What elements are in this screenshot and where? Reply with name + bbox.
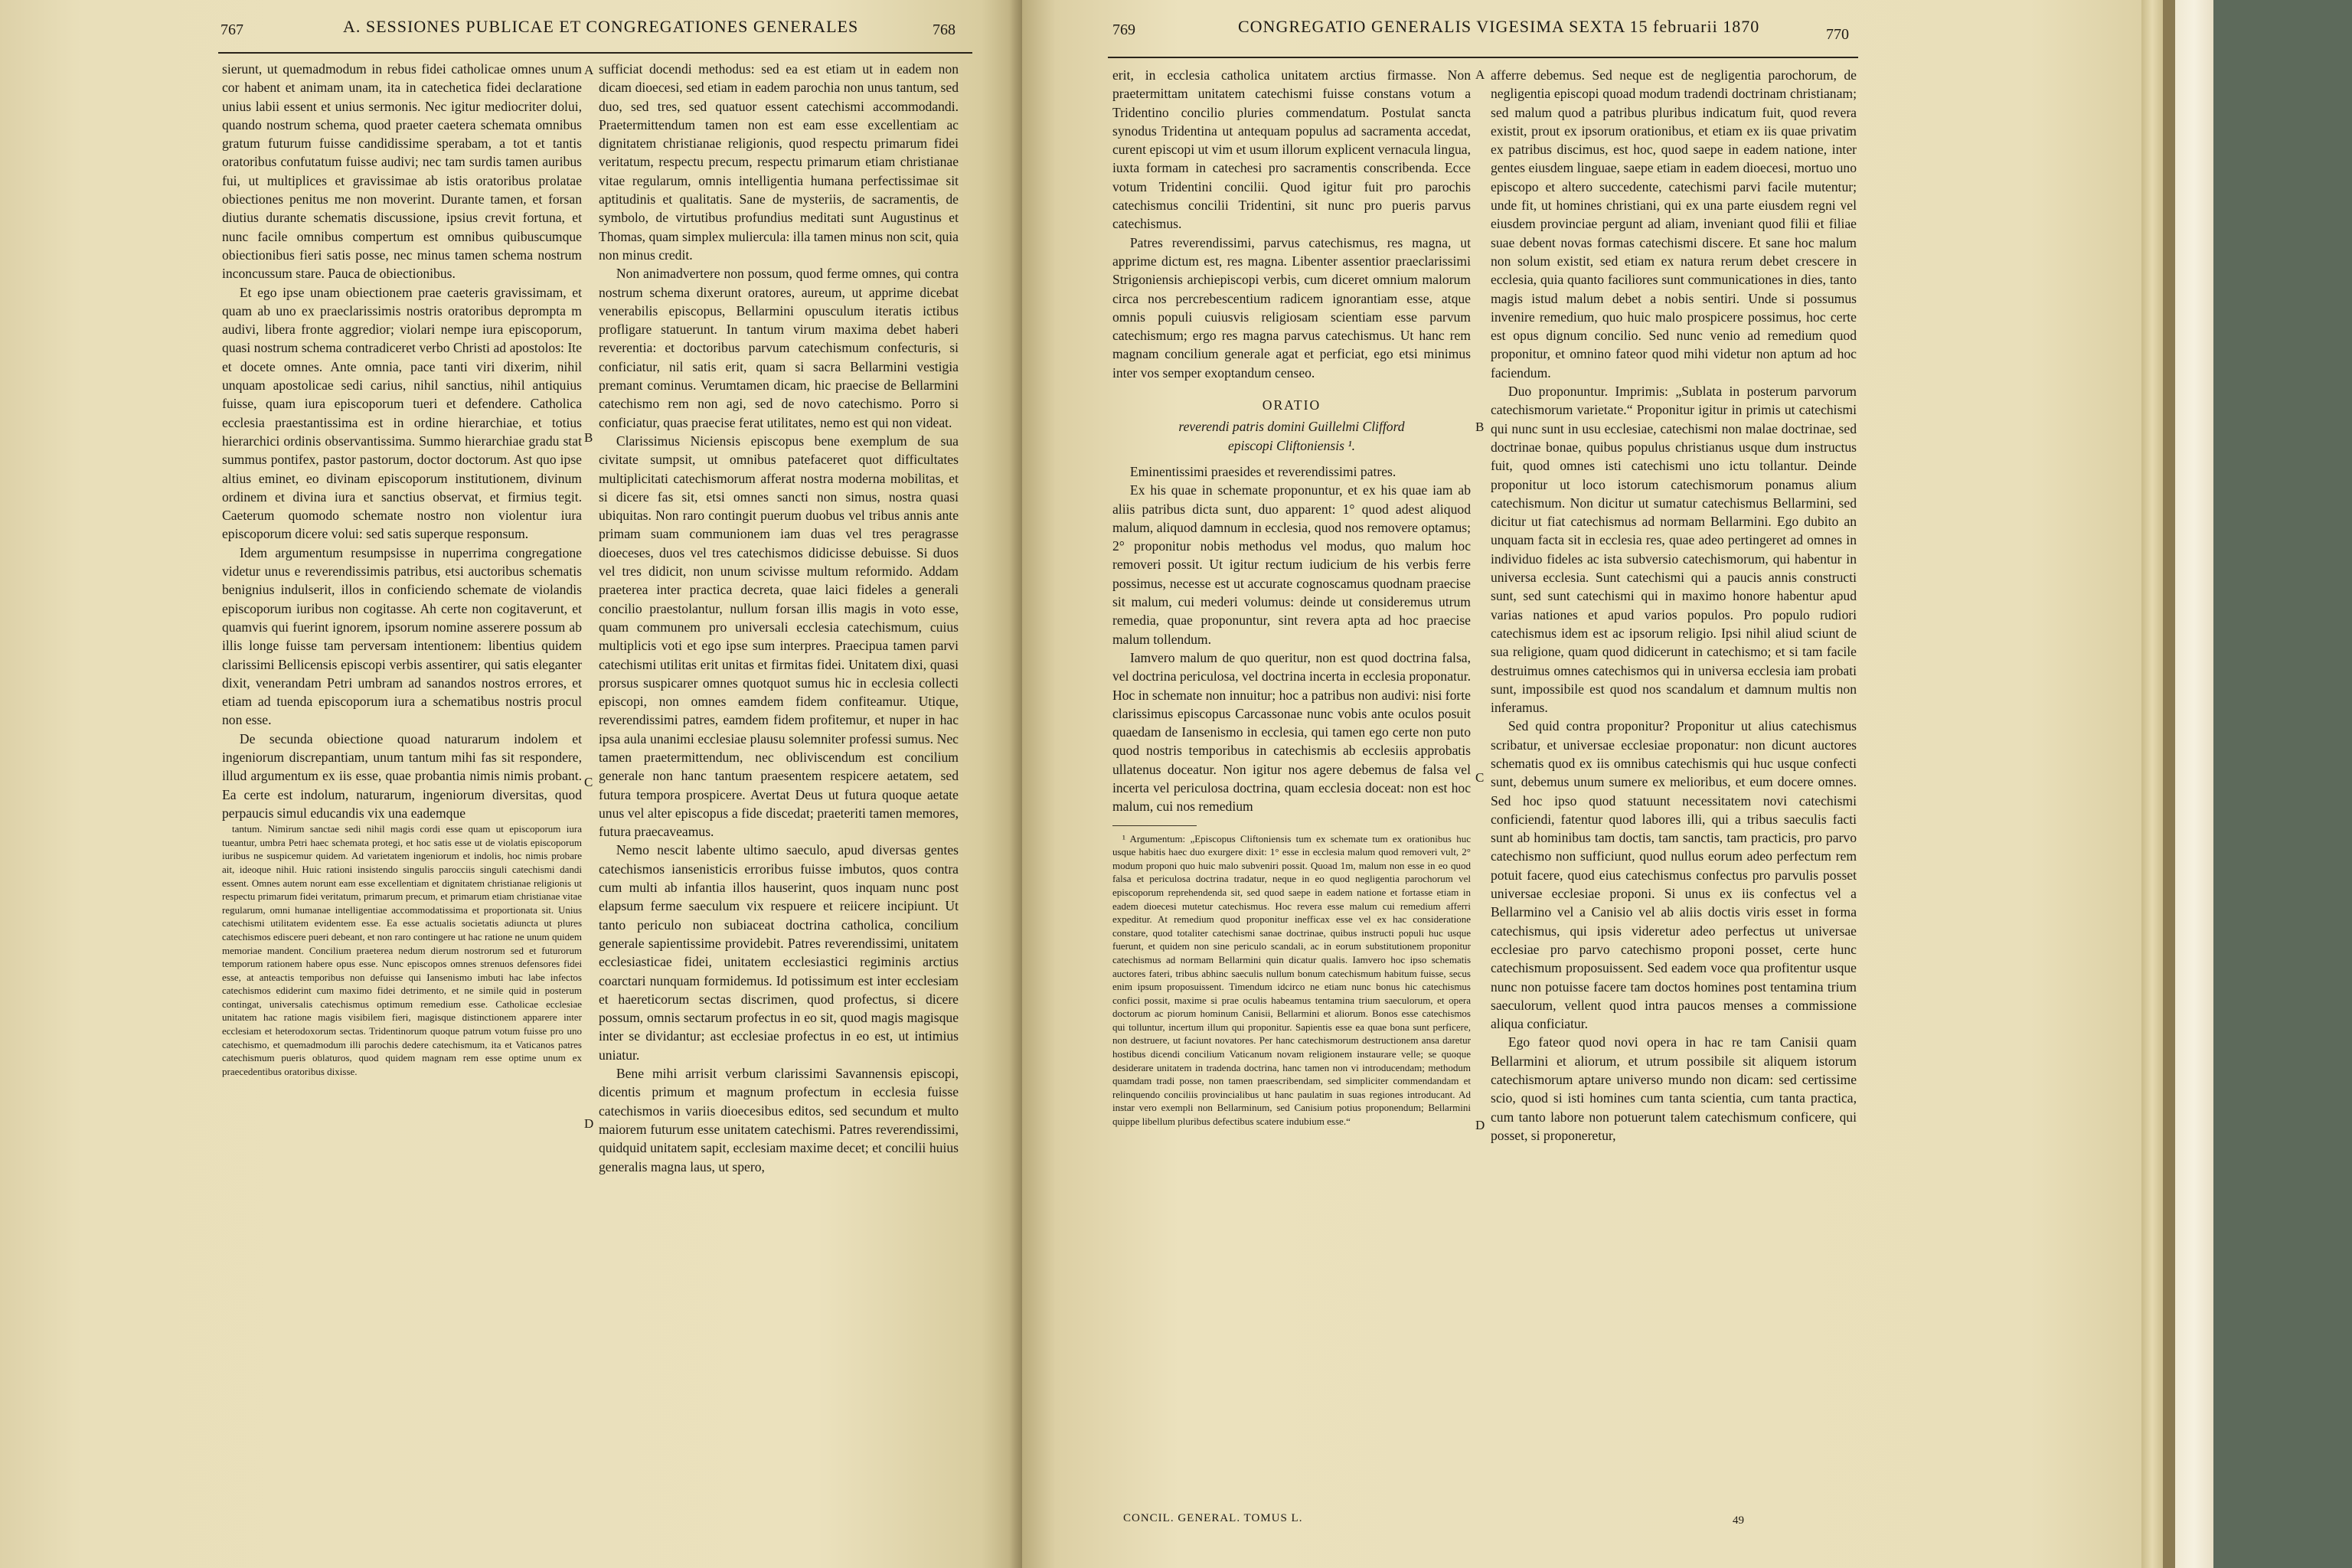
margin-letter-d: D	[584, 1116, 594, 1131]
margin-letter-b: B	[584, 430, 593, 445]
left-page	[0, 0, 1022, 1568]
paragraph: Bene mihi arrisit verbum clarissimi Savannensis episcopi, dicentis primum et magnum profectum in ecclesia fuisse catechismos in variis dioecesibus editos, sed secundum et multo maiorem futurum esse unitatem catechismi. Patres reverendissimi, quidquid unitatem sapit, ecclesiam maxime decet; et concilii huius generalis magna laus, ut spero,	[599, 1066, 959, 1174]
margin-letter-c-right: C	[1475, 770, 1485, 785]
oration-subtitle: reverendi patris domini Guillelmi Clifford	[1178, 419, 1405, 435]
paragraph: erit, in ecclesia catholica unitatem arctius firmasse. Non praetermittam unitatem catechismi fuisse constans votum a Tridentino concilio pluries commendatum. Postulat sancta synodus Tridentina ut antequam populus ad sacramenta accedat, curent episcopi ut vim et usum illorum explicent vernacula lingua, iuxta formam in catechesi pro sacramentis conscribenda. Ecce votum Tridentini concilii. Quod igitur fuit pro parochis catechismus concilii Tridentini, sit nunc pro pueris parvus catechismus.	[1112, 67, 1471, 232]
page-number-770: 770	[1826, 26, 1849, 43]
paragraph: Ex his quae in schemate proponuntur, et ex his quae iam ab aliis patribus dicta sunt, duo apparent: 1° quod adest aliquod malum, aliquod damnum in ecclesia, quod nos removere optamus; 2° proponitur nobis methodus vel modus, quo malum hoc removeri possit. Ut igitur rectum iudicium de his verbis ferre possimus, necesse est ut accurate cognoscamus quodnam praecise sit malum, cui mederi volumus: deinde ut consideremus utrum remedia, quae proponuntur, sint revera apta ad hoc praecise malum tollendum.	[1112, 482, 1471, 647]
margin-letter-b-right: B	[1475, 420, 1485, 434]
signature-line: CONCIL. GENERAL. TOMUS L.	[1123, 1512, 1303, 1524]
page-number-769: 769	[1112, 21, 1135, 38]
paragraph: Clarissimus Niciensis episcopus bene exemplum de sua civitate sumpsit, ut omnibus patefaceret quot difficultates multiplicitati catechismorum afferat nostra moderna mobilitas, et si dicere fas sit, etsi omnes sancti non simus, nostra quasi ubiquitas. Non raro contingit puerum duobus vel tribus annis ante primam suam communionem iam duas vel tres peragrasse dioeceses, duos vel tres catechismos didicisse debuisse. Si duos vel tres didicit, non unum scivisse multum reformido. Addam praeterea inter practica decreta, quae laici fideles a generali concilio praestolantur, nullum forsan illis magis in voto esse, quam communem pro universali ecclesia catechismum, cuius multiplicis voti et ego ipse sum interpres. Praecipua tamen parvi catechismi utilitas erit unitas et firmitas fidei. Unitatem dixi, quasi prorsus suspicarer omnes quotquot sumus hic in ecclesia collecti episcopi, non omnes eamdem fidem confiteamur. Utique, reverendissimi patres, eamdem fidem profitemur, et nuper in hac ipsa aula unanimi ecclesiae plausu solemniter professi sumus. Nec tamen praetermittendum, nec obliviscendum est concilium generale non hanc tantum praesentem respicere aetatem, sed futura tempora prospicere. Avertat Deus ut futura quoque aetate unus vel alter episcopus a fide discedat; praeteriti tamen memores, futura praecaveamus.	[599, 433, 959, 840]
column-1	[222, 60, 582, 1078]
paragraph: Iamvero malum de quo queritur, non est quod doctrina falsa, vel doctrina periculosa, vel doctrina incerta in ecclesia proponatur. Hoc in schemate non innuitur; hoc a patribus non audivi: nisi forte clarissimus episcopus Carcassonae nunc vobis ante oculos posuit quaedam de Iansenismo in ecclesia, qui tamen ego certe non puto quod nostris temporibus in catechismis ab ecclesiis approbatis ullatenus doceatur. Non igitur nos agere debemus de falsa vel incerta vel periculosa doctrina, quam ecclesia doceat: non est hoc malum, cui nos remedium	[1112, 649, 1471, 815]
footnote-rule	[1112, 825, 1197, 826]
margin-letter-a: A	[584, 63, 594, 77]
footnote-text: tantum. Nimirum sanctae sedi nihil magis cordi esse quam ut episcoporum iura tueantur, umbra Petri haec schemata protegi, et hoc satis esse ut de violatis episcoporum iuribus ne suspicemur quidem. Ad varietatem ingeniorum et indolis, hoc nimis probare ait, ideoque nihil. Huic rationi insistendo singulis parocciis singuli catechismi dandi essent. Omnes autem norunt eam esse excellentiam et dignitatem christianae religionis ut respectu primarum fidei veritatum, primarum precum, et primarum etiam christianae vitae regularum, omni humanae intelligentiae accommodatissima et proportionata sit. Unius catechismi utilitatem evidentem esse. Ea esse actualis societatis adiuncta ut plures catechismos ediscere pueri debeant, et non raro contingere ut hac ratione ne unum quidem memoriae mandent. Concilium praeterea nedum dierum nostrorum sed et futurorum temporum rationem habere opus esse. Nunc episcopos omnes strenuos defensores fidei esse, at anteactis temporibus non defuisse qui Iansenismo imbuti hac labe infectos catechismos ediderint cum maximo fidei detrimento, et ne simile quid in posterum contingat, universalis catechismus optimum remedium esse. Catholicae ecclesiae unitatem hac ratione magis visibilem fieri, magisque distinctionem apparere inter ecclesiam et heterodoxorum sectas. Tridentinorum quoque patrum votum fuisse pro uno catechismo, et quemadmodum illi parochis dedere catechismum, ita et Vaticanos patres catechismum pueris oblaturos, quod quidem magnam rem esse optime unum ex praecedentibus oratoribus dixisse.	[222, 823, 582, 1077]
page-number-767: 767	[220, 21, 243, 38]
right-page	[1022, 0, 2141, 1568]
binding-edge	[2163, 0, 2175, 1568]
column-4	[1491, 66, 1857, 1145]
oration-title: ORATIO	[1262, 397, 1321, 413]
header-rule-right	[1108, 57, 1858, 58]
paragraph: sufficiat docendi methodus: sed ea est etiam ut in eadem non dicam dioecesi, sed etiam in eadem parochia non unus tantum, sed duo, sed tres, sed quatuor essent catechismi accommodandi. Praetermittendum tamen non est eam esse excellentiam ac dignitatem christianae religionis, quod respectu primarum fidei veritatum, respectu precum, respectu primarum etiam christianae vitae regularum, omnis intelligentia humana perfectissimae sit aptitudinis et qualitatis. Sane de mysteriis, de sacramentis, de symbolo, de virtutibus profundius meditati sunt Augustinus et Thomas, quam simplex muliercula: illa tamen minus non scit, quia non minus credit.	[599, 61, 959, 263]
oration-subtitle-2: episcopi Cliftoniensis ¹.	[1227, 437, 1356, 453]
paragraph: Non animadvertere non possum, quod ferme omnes, qui contra nostrum schema dixerunt oratores, aureum, ut apprime dicebat venerabilis episcopus, Bellarmini opusculum iteratis ictibus profligare statuerunt. In tantum virum maxima debet haberi reverentia: et doctoribus parvum catechismum confecturis, si conficiatur, nil satis erit, quam si sacra Bellarmini vestigia premant cominus. Verumtamen dicam, hic praecise de Bellarmini catechismo rem non agi, sed de novo catechismo. Porro si conficiatur, quas praecise ferat utilitates, nemo est qui non videat.	[599, 266, 959, 430]
column-2	[599, 60, 959, 1176]
background-surface	[2213, 0, 2352, 1568]
paragraph: sierunt, ut quemadmodum in rebus fidei catholicae omnes unum cor habent et animam unam, ita in catechetica fidei declaratione unius labii essent et unius sermonis. Nec igitur mediocriter dolui, quando nostrum schema, quod praeter caetera schemata omnibus gratum futurum fuisse candidissime sperabam, a tot et tantis oratoribus confutatum fuisse audivi; nec tam surdis tamen auribus fui, ut multiplices et gravissimae ab istis oratoribus prolatae obiectiones penitus me non moverint. Durante tamen, et forsan diutius durante schematis discussione, ipsius crevit fortuna, et nunc facile omnibus compertum est omnibus quibuscumque obiectionibus fieri satis posse, nec minus tamen schema nostrum inconcussum stare. Pauca de obiectionibus.	[222, 61, 582, 282]
paragraph: Patres reverendissimi, parvus catechismus, res magna, ut apprime dictum est, res magna. Libenter assentior praeclarissimi Strigoniensis archiepiscopi verbis, cum diceret omnium malorum circa nos percrebescentium radicem ignorantiam esse, atque omnis populi cuiusvis religiosam scientiam esse parvum catechismum; ergo res magna parvus catechismus. Ut hanc rem magnam concilium generale agat et perficiat, ego etsi minimus inter vos semper exoptandum censeo.	[1112, 234, 1471, 381]
cover-edge	[2175, 0, 2213, 1568]
paragraph: Nemo nescit labente ultimo saeculo, apud diversas gentes catechismos iansenisticis erroribus fuisse imbutos, quos contra cum multi ab infantia illos hauserint, quos inquam nunc post elapsum ferme saeculum vix respuere et reiicere incipiunt. Ut tanto periculo non subiaceat doctrina catholica, concilium generale sapientissime providebit. Patres reverendissimi, unitatem ecclesiasticae fidei, unitatem ecclesiastici regiminis arctius coarctari nunquam formidemus. Id potissimum est inter ecclesiam et haereticorum sectas discrimen, quod profectus, si dicere possum, omnis sectarum profectus in eo sit, quod magis magisque inter se dividantur; ast ecclesiae profectus in eo est, ut intimius uniatur.	[599, 842, 959, 1063]
paragraph: De secunda obiectione quoad naturarum indolem et ingeniorum discrepantiam, unum tantum mihi fas sit respondere, illud argumentum ex iis esse, quae probantia nimis nimis probant. Ea certe est indolum, naturarum, ingeniorum diversitas, quod perpaucis simul educandis vix una eademque	[222, 730, 582, 821]
column-1-continuation	[222, 822, 582, 1078]
running-head-left: A. SESSIONES PUBLICAE ET CONGREGATIONES GENERALES	[343, 17, 859, 36]
paragraph: Ego fateor quod novi opera in hac re tam Canisii quam Bellarmini et aliorum, et utrum possibile sit aliquem istorum catechismorum aptare universo mundo non dicam: sed certissime scio, quod si isti homines cum tanta scientia, cum tanta practica, cum tanto labore non potuerunt talem catechismum conficere, qui posset, si proponeretur,	[1491, 1034, 1857, 1143]
sheet-number: 49	[1733, 1514, 1744, 1527]
header-rule-left	[218, 52, 972, 54]
paragraph: Eminentissimi praesides et reverendissimi patres.	[1129, 463, 1396, 479]
margin-letter-a-right: A	[1475, 67, 1485, 82]
page-number-768: 768	[933, 21, 956, 38]
margin-letter-d-right: D	[1475, 1118, 1485, 1132]
footnote-text: ¹ Argumentum: „Episcopus Cliftoniensis tum ex schemate tum ex orationibus huc usque habitis haec duo exurgere dixit: 1° esse in ecclesia malum quod removeri vult, 2° modum proponi quo huic malo subveniri possit. Quoad 1m, malum non esse in eo quod falsa et periculosa doctrina tradatur, neque in eo quod negligentia parochorum vel episcoporum reprehendenda sit, sed quod saepe in eadem natione et fortasse etiam in eadem dioecesi mutetur catechismus. Hoc revera esse malum cui remedium afferri expeditur. At remedium quod proponitur inefficax esse vel ex hac consideratione constare, quod totaliter catechismi sanae doctrinae, quibus instructi populi huc usque fuerunt, et quidem non sine periculo scandali, ac in eorum substitutionem proponitur catechismus ad normam Bellarmini quin dicatur qualis. Iamvero hoc ipso schematis auctores fateri, tribus abhinc saeculis nullum bonum catechismum habitum fuisse, secus enim ipsum proposuissent. Timendum idcirco ne etiam nunc bonus hic catechismus confici possit, maxime si prae oculis habeamus tentamina trium saeculorum, et opera doctorum ac piorum hominum Canisii, Bellarmini et aliorum. Bonos esse catechismos qui tolluntur, incertum illum qui proponitur. Sapientis esse ea quae bona sunt perficere, non destruere, ut faciunt novatores. Per hanc catechismorum destructionem ansa daretur hostibus dicendi concilium Vaticanum novam religionem instaurare velle; se quoque desiderare unitatem in tradenda doctrina, hanc tamen non vi introducendam; methodum quamdam tradi posse, non tamen praescribendam, sed simpliciter commendandam et relinquendo conciliis provincialibus ut hanc paulatim in suas regiones introducant. Ad instar vero exempli non Bellarminum, sed Canisium potius proponendum; Bellarmini quippe libellum pluribus defectibus scatere indubium esse.“	[1112, 832, 1471, 1128]
column-3	[1112, 66, 1471, 1129]
paragraph: Idem argumentum resumpsisse in nuperrima congregatione videtur unus e reverendissimis patribus, etsi auctoribus schematis benignius indulserit, illos in conficiendo schemate de violandis episcoporum iuribus non cogitasse. Ah certe non cogitaverunt, et quamvis qui fuerint ignorem, ipsorum nomine asserere possum ab illis longe fuisse tam perversam intentionem: libentius quidem clarissimi Bellicensis episcopi verbis assentirer, qui satis eleganter dixit, venerandam Petri umbram ad sanandos nostros errores, et etiam ad tuenda episcoporum iura a schematibus nostris procul non esse.	[222, 544, 582, 728]
paragraph: Sed quid contra proponitur? Proponitur ut alius catechismus scribatur, et universae ecclesiae proponatur: non dicunt auctores schematis quod ex iis omnibus catechismis qui huc usque confecti sunt, debemus unum sumere ex melioribus, et eum docere omnes. Sed hoc ipso quod statuunt necessitatem novi catechismi conficiendi, fatentur quod labores illi, qui a tribus saeculis facti sunt ab hominibus tam doctis, tam sanctis, tam practicis, pro parvo catechismo non sufficiunt, quod nullus eorum adeo perfectum rem potuit facere, quod eius catechismus confectus pro parvulis posset universae ecclesiae proponi. Si unus ex iis confectus vel a Bellarmino vel a Canisio vel ab aliis doctis viris esset in forma catechismus, qui ipsis videretur adeo perfectus ut universae ecclesiae pro parvo catechismo proponi posset, certe hunc catechismum proposuissent. Sed eadem voce qua profitentur usque nunc non potuisse facere tam doctos homines post tentamina trium saeculorum, vellent quod intra paucos menses a commissione aliqua conficiatur.	[1491, 718, 1857, 1032]
margin-letter-c: C	[584, 775, 593, 789]
paragraph: Duo proponuntur. Imprimis: „Sublata in posterum parvorum catechismorum varietate.“ Proponitur igitur in primis ut catechismi qui nunc sunt in usu ecclesiae, catechismi non malae doctrinae, sed doctrinae bonae, quibus populus christianus usque dum instructus fuit, quod omnes isti catechismi uno ictu tollantur. Deinde proponitur ut loco istorum catechismorum ponamus alium catechismum. Non dicitur ut sumatur catechismus Bellarmini, sed dicitur ut fiat catechismus ad normam Bellarmini. Ego dubito an unquam facta sit in ecclesia res, quae adeo pertingeret ad omnes in individuo fideles ac ista subversio catechismorum, qui habentur in universa ecclesia. Sunt catechismi qui a paucis annis constructi sunt, sed sunt catechismi qui in maximo honore habentur apud varias nationes et apud varios populos. Pro populo rudiori catechismus idem est ac ipsorum religio. Ipsi nihil aliud sciunt de sua religione, quam quod didicerunt in catechismo; et si tam facile destruimus omnes catechismos qui in universa ecclesia iam probati sunt, impossibile est quod nos scandalum et damnum multis non inferamus.	[1491, 384, 1857, 716]
page-edge	[2141, 0, 2163, 1568]
paragraph: Et ego ipse unam obiectionem prae caeteris gravissimam, et quam ab uno ex praeclarissimis nostris oratoribus deprompta m audivi, libera fronte aggredior; violari nempe iura episcoporum, quasi nostrum schema contradiceret verbo Christi ad apostolos: Ite et docete omnes. Ante omnia, pace tanti viri dixerim, nihil unquam apostolicae sedi carius, nihil sanctius, nihil antiquius fuisse, quam iura episcoporum tueri et defendere. Catholica ecclesia praestantissima est in ordine hierarchiae, et totius hierarchici ordinis observantissima. Summo hierarchiae gradu stat summus pontifex, pastor pastorum, doctor doctorum. Ast quo ipse altius eminet, eo divinam episcoporum institutionem, divinum ordinem et divina iura et sanctius observat, et firmius tegit. Caeterum quomodo schemate nostro non violentur iura episcoporum dicere volui: sed satis superque responsum.	[222, 284, 582, 542]
paragraph: afferre debemus. Sed neque est de negligentia parochorum, de negligentia episcopi quoad modum tradendi doctrinam christianam; sed malum quod a patribus pluribus indicatum fuit, quod revera existit, prout ex ipsorum orationibus, et etiam ex iis quae privatim ex patribus discimus, est hoc, quod saepe in eadem natione, inter gentes eiusdem linguae, saepe etiam in eadem dioecesi, mortuo uno episcopo et altero succedente, catechismi parvi facile mutentur; unde fit, ut homines christiani, qui ex una parte eiusdem regni vel eiusdem provinciae pergunt ad aliam, inveniant quod filii et filiae suae debent novas formas catechismi discere. Et sane hoc malum non solum existit, sed etiam ex natura rerum debet crescere in ecclesia, quia quanto faciliores sunt communicationes in dies, tanto magis istud malum debet a nobis sentiri. Unde si possumus invenire remedium, quo huic malo prospicere possimus, hoc certe est opus dignum concilio. Sed nunc venio ad remedium quod proponitur, et omnino fateor quod mihi videtur non aptum ad hoc faciendum.	[1491, 67, 1857, 381]
running-head-right: CONGREGATIO GENERALIS VIGESIMA SEXTA 15 februarii 1870	[1238, 17, 1760, 36]
footnote	[1112, 825, 1471, 1129]
